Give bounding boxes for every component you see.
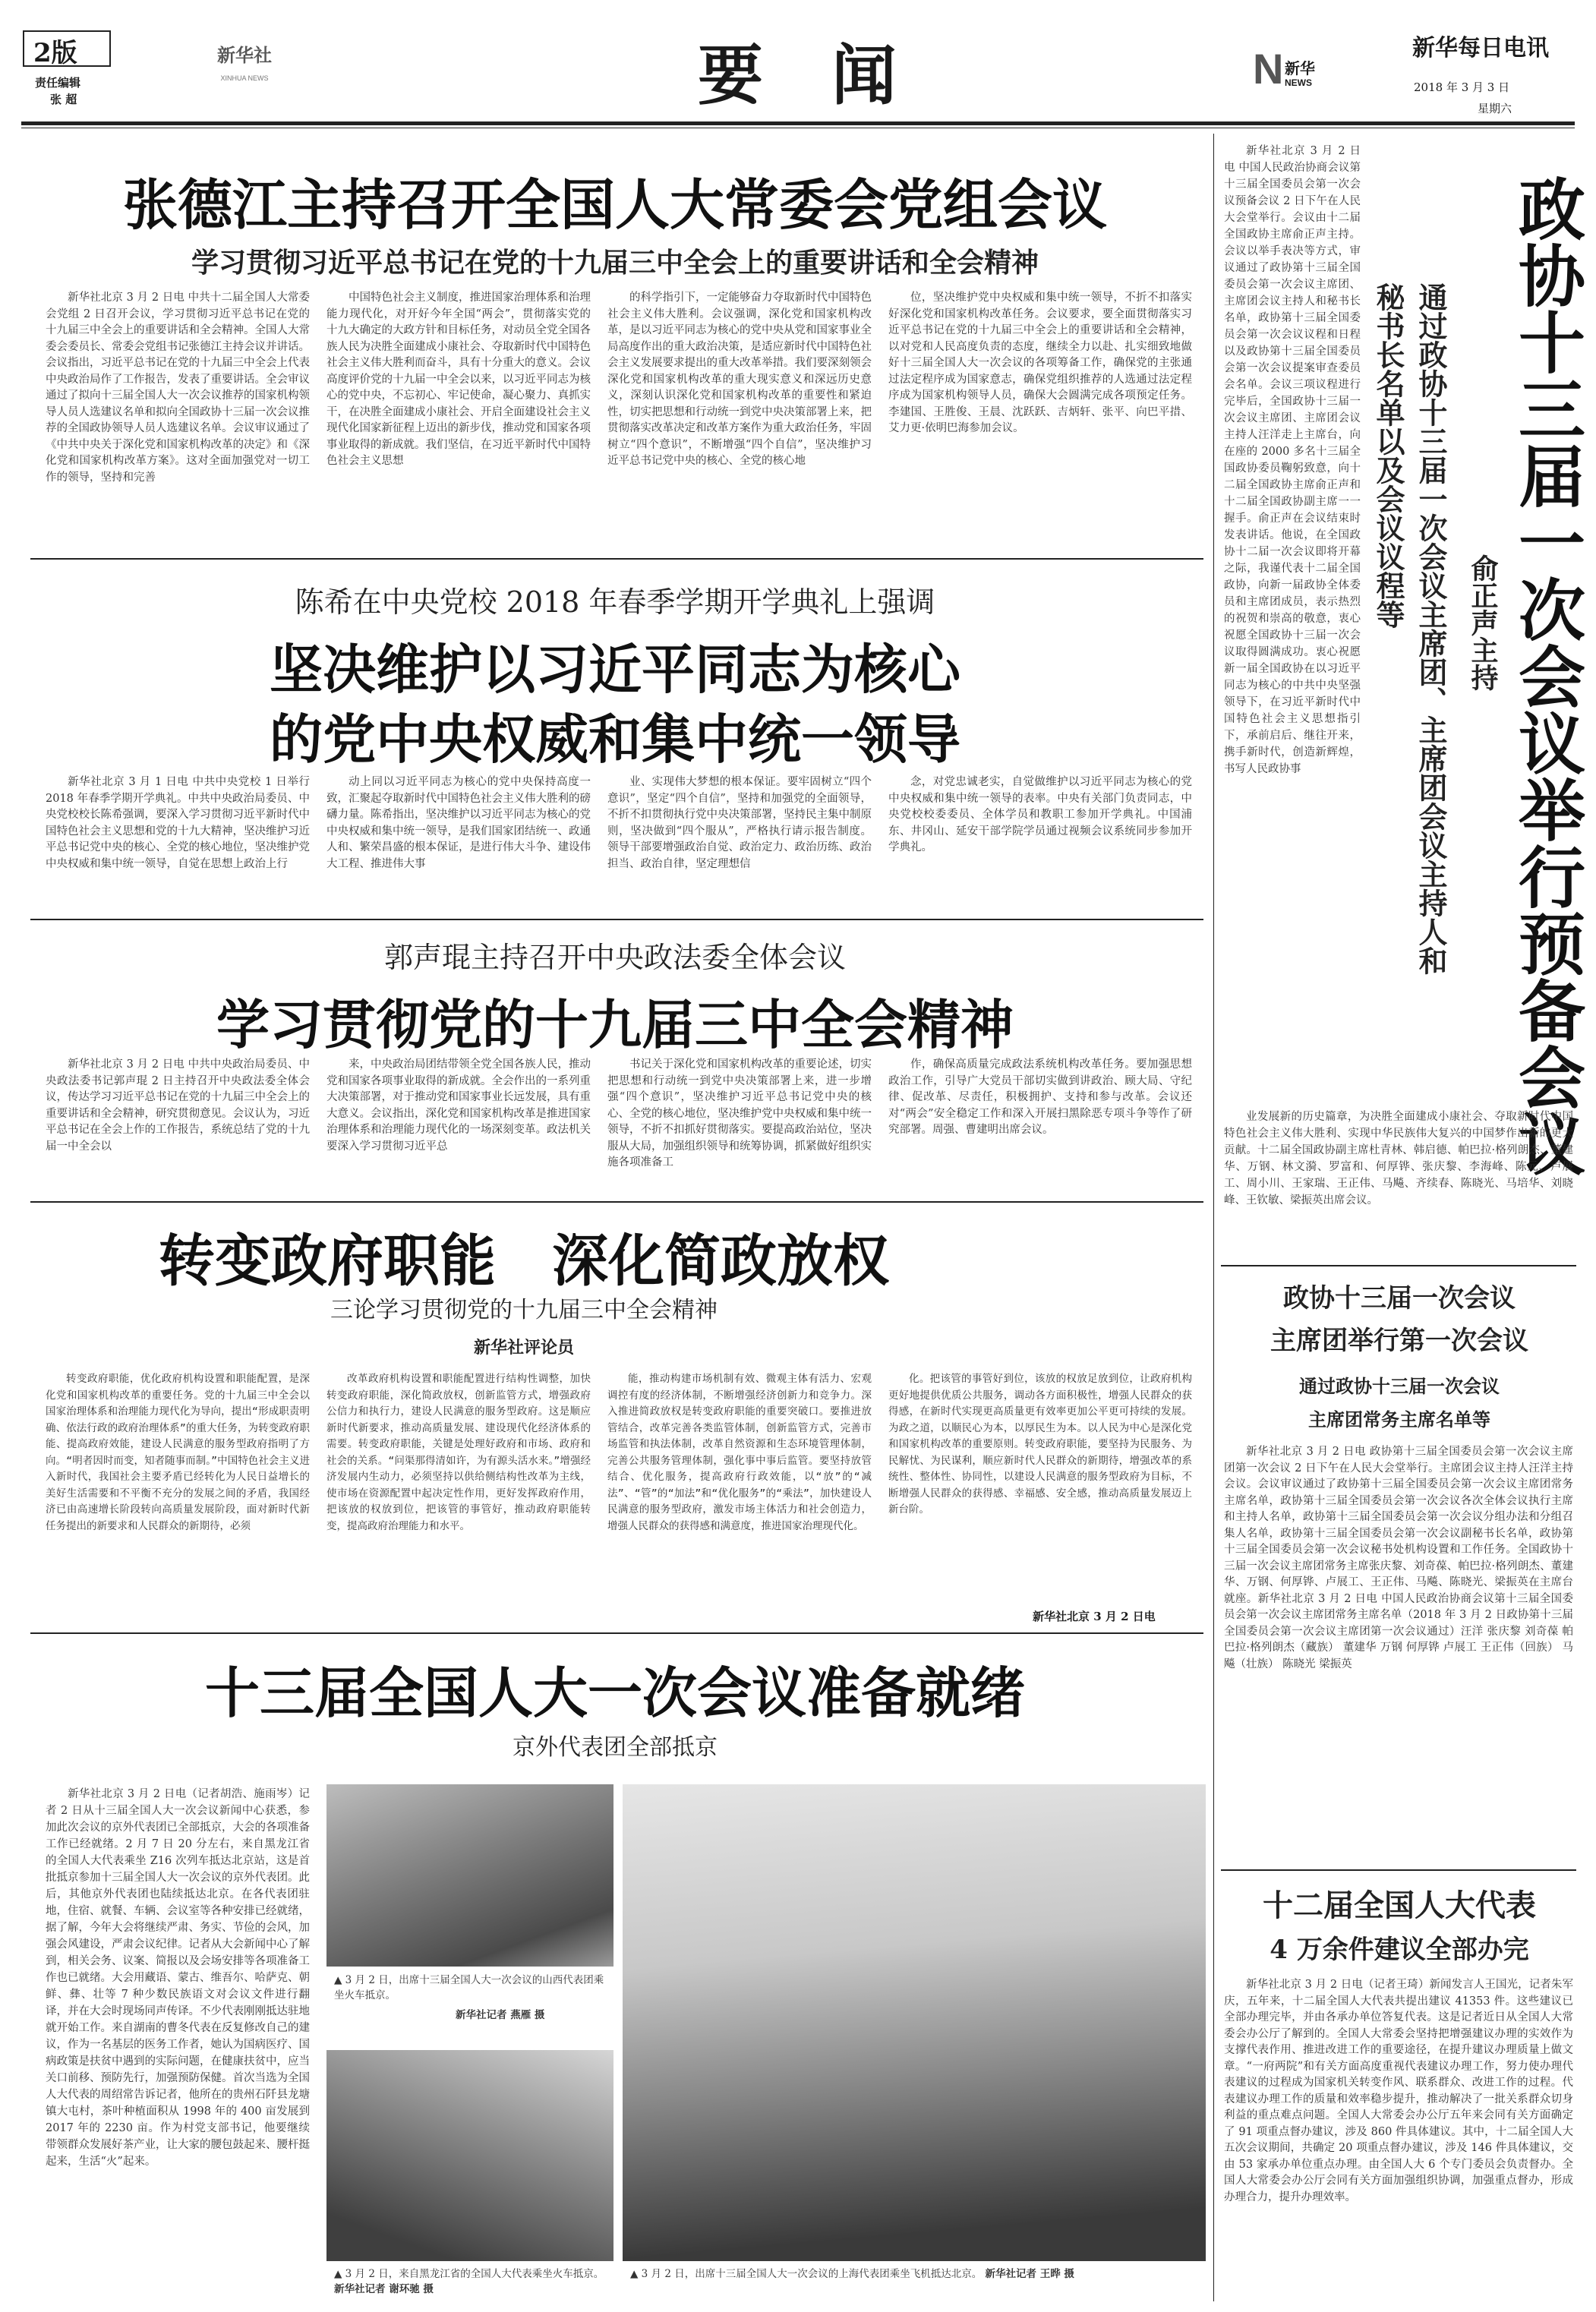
article6-deck: 通过政协十三届一次会议主席团、主席团会议主持人和秘书长名单以及会议议程等	[1371, 282, 1448, 975]
photo-shanxi-delegation	[326, 1784, 613, 1967]
xinhua-logo	[214, 36, 275, 97]
article7-sub-line2: 主席团常务主席名单等	[1308, 1408, 1490, 1430]
article6-wide-col: 业发展新的历史篇章，为决胜全面建成小康社会、夺取新时代中国特色社会主义伟大胜利、实现中华民族伟大复兴的中国梦作出新的更大贡献。十二届全国政协副主席杜青林、韩启德、帕巴拉·格列朗杰、董建华、万钢、林文漪、罗富和、何厚铧、张庆黎、李海峰、陈元、卢展工、周小川、王家瑞、王正伟、马飚、齐续春、陈晓光、马培华、刘晓峰、王钦敏、梁振英出席会议。	[1224, 1111, 1573, 1206]
article8-subtitle: 4 万余件建议全部办完	[1270, 1935, 1529, 1965]
photo3-caption-text: ▲ 3 月 2 日，出席十三届全国人大一次会议的上海代表团乘坐飞机抵达北京。	[630, 2268, 983, 2280]
article7-body: 新华社北京 3 月 2 日电 政协第十三届全国委员会第一次会议主席团第一次会议 2 日下午在人民大会堂举行。主席团会议主持人汪洋主持会议。会议审议通过了政协第十三届全国委员会第一次会议主席团常务主席名单，政协第十三届全国委员会第一次会议各次全体会议执行主席和主持人名单，政协第十三届全国委员会第一次会议分组办法和分组召集人名单，政协第十三届全国委员会第一次会议副秘书长名单，政协第十三届全国委员会第一次会议秘书处机构设置和工作任务。全国政协十三届一次会议主席团常务主席张庆黎、刘奇葆、帕巴拉·格列朗杰、董建华、万钢、何厚铧、卢展工、王正伟、马飚、陈晓光、梁振英在主席台就座。新华社北京 3 月 2 日电 中国人民政治协商会议第十三届全国委员会第一次会议主席团常务主席名单（2018 年 3 月 2 日政协第十三届全国委员会第一次会议主席团第一次会议通过）汪洋 张庆黎 刘奇葆 帕巴拉·格列朗杰（藏族） 董建华 万钢 何厚铧 卢展工 王正伟（回族） 马飚（壮族） 陈晓光 梁振英	[1224, 1446, 1573, 1670]
article3-col-1: 新华社北京 3 月 2 日电 中共中央政治局委员、中央政法委书记郭声琨 2 日主持召开中央政法委全体会议，传达学习习近平总书记在党的十九届三中全会上的重要讲话和全会精神，研究贯彻意见。会议认为，习近平总书记在全会上作的工作报告，系统总结了党的十九届一中全会以	[46, 1058, 310, 1153]
article4-subtitle: 三论学习贯彻党的十九届三中全会精神	[330, 1297, 718, 1323]
article3-title: 学习贯彻党的十九届三中全会精神	[216, 993, 1014, 1056]
article1-subtitle: 学习贯彻习近平总书记在党的十九届三中全会上的重要讲话和全会精神	[191, 247, 1039, 279]
article2-col-4: 念，对党忠诚老实，自觉做维护以习近平同志为核心的党中央权威和集中统一领导的表率。中央有关部门负责同志，中央党校校委委员、全体学员和教职工参加开学典礼。中国浦东、井冈山、延安干部学院学员通过视频会议系统同步参加开学典礼。	[888, 776, 1192, 853]
article3-col-4: 作，确保高质量完成政法系统机构改革任务。要加强思想政治工作，引导广大党员干部切实做到讲政治、顾大局、守纪律、促改革、尽责任，积极拥护、支持和参与改革。会议还对“两会”安全稳定工作和深入开展扫黑除恶专项斗争等作了研究部署。周强、曹建明出席会议。	[888, 1058, 1192, 1136]
photo-heilongjiang-delegate	[326, 2050, 613, 2261]
news-logo-subtext: NEWS	[1285, 77, 1312, 88]
article8-body: 新华社北京 3 月 2 日电（记者王琦）新闻发言人王国光，记者朱军庆，五年来，十二届全国人大代表共提出建议 41353 件。这些建议已全部办理完毕，并由各承办单位答复代表。这是记者近日从全国人大常委会办公厅了解到的。全国人大常委会坚持把增强建议办理的实效作为支撑代表作用、推进改进工作的重要途径，在提升建议办理质量上做文章。“一府两院”和有关方面高度重视代表建议办理工作，努力使办理代表建议的过程成为国家机关转变作风、联系群众、改进工作的过程。代表建议办理工作的质量和效率稳步提升，推动解决了一批关系群众切身利益的重点难点问题。全国人大常委会办公厅五年来会同有关方面确定了 91 项重点督办建议，涉及 860 件具体建议。其中，十二届全国人大五次会议期间，共确定 20 项重点督办建议，涉及 146 件具体建议，交由 53 家承办单位重点办理。由全国人大 6 个专门委员会负责督办。全国人大常委会办公厅会同有关方面加强组织协调，加强重点督办，形成办理合力，提升办理效率。	[1224, 1979, 1573, 2203]
editor-name: 张 超	[50, 93, 77, 106]
photo1-caption-text: ▲ 3 月 2 日，出席十三届全国人大一次会议的山西代表团乘坐火车抵京。	[334, 1974, 604, 2001]
article1-title: 张德江主持召开全国人大常委会党组会议	[122, 172, 1107, 237]
issue-date: 2018 年 3 月 3 日	[1414, 80, 1510, 94]
article5-subtitle: 京外代表团全部抵京	[513, 1734, 718, 1761]
news-logo-n-icon: N	[1253, 45, 1284, 93]
article2-bottom-rule	[30, 919, 1203, 920]
article5-body: 新华社北京 3 月 2 日电（记者胡浩、施雨岑）记者 2 日从十三届全国人大一次会议新闻中心获悉，参加此次会议的京外代表团已全部抵京，大会的各项准备工作已经就绪。2 月 7 日 20 分左右，来自黑龙江省的全国人大代表乘坐 Z16 次列车抵达北京站，这是首批抵京参加十三届全国人大一次会议的京外代表团。此后，其他京外代表团也陆续抵达北京。在各代表团驻地，住宿、就餐、车辆、会议室等各种安排已经就绪，据了解，今年大会将继续严肃、务实、节俭的会风，加强会风建设，严肃会议纪律。记者从大会新闻中心了解到，相关会务、议案、简报以及会场安排等各项准备工作也已就绪。大会用藏语、蒙古、维吾尔、哈萨克、朝鲜、彝、壮等 7 种少数民族语文对会议文件进行翻译，并在大会时现场同声传译。不少代表刚刚抵达驻地就开始工作。来自湖南的曹冬代表在反复修改自己的建议，作为一名基层的医务工作者，她认为国病医疗、国病政策是扶贫中遇到的实际问题，在健康扶贫中，应当关口前移、预防先行，加强预防保健。首次当选为全国人大代表的周绍常告诉记者，他所在的贵州石阡县龙塘镇大屯村，茶叶种植面积从 1998 年的 400 亩发展到 2017 年的 2230 亩。作为村党支部书记，他要继续带领群众发展好茶产业，让大家的腰包鼓起来、腰杆挺起来，生活“火”起来。	[46, 1788, 310, 2168]
article5-title: 十三届全国人大一次会议准备就绪	[204, 1661, 1025, 1725]
article1-col-2: 中国特色社会主义制度，推进国家治理体系和治理能力现代化，对开好今年全国“两会”，贯彻落实党的十九大确定的大政方针和目标任务，对动员全党全国各族人民为决胜全面建成小康社会、夺取新时代中国特色社会主义伟大胜利而奋斗，具有十分重大的意义。会议高度评价党的十九届一中全会以来，以习近平同志为核心的党中央，不忘初心、牢记使命，凝心聚力、真抓实干，在决胜全面建成小康社会、开启全面建设社会主义现代化国家新征程上迈出的新步伐，推动党和国家各项事业取得的新成就。我们坚信，在习近平新时代中国特色社会主义思想	[326, 292, 591, 467]
article4-byline: 新华社评论员	[473, 1338, 574, 1358]
article4-col-2: 改革政府机构设置和职能配置进行结构性调整，加快转变政府职能，深化简政放权，创新监管方式，增强政府公信力和执行力，建设人民满意的服务型政府。这是顺应新时代新要求，推动高质量发展、建设现代化经济体系的需要。转变政府职能，关键是处理好政府和市场、政府和社会的关系。“问渠那得清如许，为有源头活水来。”增强经济发展内生动力，必须坚持以供给侧结构性改革为主线，使市场在资源配置中起决定性作用，更好发挥政府作用，把该放的权放到位，把该管的事管好，推动政府职能转变，提高政府治理能力和水平。	[326, 1373, 591, 1532]
article3-kicker: 郭声琨主持召开中央政法委全体会议	[383, 941, 846, 974]
photo-shanghai-delegation	[623, 1784, 1206, 2261]
article2-kicker: 陈希在中央党校 2018 年春季学期开学典礼上强调	[295, 585, 935, 619]
photo2-credit: 新华社记者 谢环驰 摄	[334, 2283, 434, 2295]
article1-bottom-rule	[30, 558, 1203, 560]
photo1-caption	[334, 1973, 607, 2003]
article4-title: 转变政府职能 深化简政放权	[159, 1229, 889, 1294]
article2-title-line2: 的党中央权威和集中统一领导	[270, 708, 960, 771]
article3-col-3: 书记关于深化党和国家机构改革的重要论述，切实把思想和行动统一到党中央决策部署上来，进一步增强“四个意识”，坚决维护习近平总书记党中央的核心、全党的核心地位，坚决维护党中央权威和集中统一领导，不折不扣抓好贯彻落实。要提高政治站位，坚决服从大局，加强组织领导和统筹协调，抓紧做好组织实施各项准备工	[607, 1058, 872, 1169]
article2-col-2: 动上同以习近平同志为核心的党中央保持高度一致，汇聚起夺取新时代中国特色社会主义伟大胜利的磅礴力量。陈希指出，坚决维护以习近平同志为核心的党中央权威和集中统一领导，是我们国家团结统一、政通人和、繁荣昌盛的根本保证，是进行伟大斗争、建设伟大工程、推进伟大事	[326, 776, 591, 870]
article6-title: 政协十三届一次会议举行预备会议	[1508, 175, 1587, 1177]
article6-bottom-rule	[1221, 1265, 1576, 1266]
article8-title: 十二届全国人大代表	[1263, 1888, 1536, 1923]
article2-col-1: 新华社北京 3 月 1 日电 中共中央党校 1 日举行 2018 年春季学期开学典礼。中共中央政治局委员、中央党校校长陈希强调，要深入学习贯彻习近平新时代中国特色社会主义思想和党的十九大精神，坚决维护习近平总书记党中央的核心、全党的核心地位，坚决维护党中央权威和集中统一领导，自觉在思想上政治上行	[46, 776, 310, 870]
page-number: 2版	[33, 38, 77, 68]
article3-col-2: 来，中央政治局团结带领全党全国各族人民，推动党和国家各项事业取得的新成就。全会作出的一系列重大决策部署，对于推动党和国家事业长远发展，具有重大意义。会议指出，深化党和国家机构改革是推进国家治理体系和治理能力现代化的一场深刻变革。政法机关要深入学习贯彻习近平总	[326, 1058, 591, 1153]
photo3-credit: 新华社记者 王晔 摄	[985, 2268, 1074, 2280]
article1-col-1: 新华社北京 3 月 2 日电 中共十二届全国人大常委会党组 2 日召开会议，学习贯彻习近平总书记在党的十九届三中全会上的重要讲话和全会精神。全国人大常委会委员长、常委会党组书记张德江主持会议并讲话。会议指出，习近平总书记在党的十九届三中全会上代表中央政治局作了工作报告，发表了重要讲话。全会审议通过了拟向十三届全国人大一次会议推荐的国家机构领导人员人选建议名单和拟向全国政协十三届一次会议推荐的全国政协领导人员人选建议名单。会议审议通过了《中共中央关于深化党和国家机构改革的决定》和《深化党和国家机构改革方案》。这对全面加强党对一切工作的领导，坚持和完善	[46, 292, 310, 484]
article4-col-3: 能，推动构建市场机制有效、微观主体有活力、宏观调控有度的经济体制，不断增强经济创新力和竞争力。深入推进简政放权是转变政府职能的重要突破口。要推进放管结合，改革完善各类监管体制，创新监管方式，完善市场监管和执法体制，改革自然资源和生态环境管理体制，完善公共服务管理体制，强化事中事后监管。要坚持放管结合、优化服务，提高政府行政效能，以“放”的“减法”、“管”的“加法”和“优化服务”的“乘法”，加快建设人民满意的服务型政府，激发市场主体活力和社会创造力，增强人民群众的获得感和满意度，推进国家治理现代化。	[607, 1373, 872, 1532]
article7-title-line2: 主席团举行第一次会议	[1270, 1326, 1528, 1356]
article7-title-line1: 政协十三届一次会议	[1283, 1283, 1516, 1314]
article7-bottom-rule	[1221, 1869, 1576, 1871]
photo1-credit: 新华社记者 燕雁 摄	[456, 2009, 545, 2021]
right-column-divider	[1213, 134, 1214, 2301]
paper-name: 新华每日电讯	[1412, 35, 1549, 62]
article4-dateline: 新华社北京 3 月 2 日电	[1033, 1610, 1156, 1623]
article4-bottom-rule	[30, 1632, 1203, 1634]
article6-presider: 俞正声主持	[1467, 554, 1499, 691]
article2-col-3: 业、实现伟大梦想的根本保证。要牢固树立“四个意识”，坚定“四个自信”，坚持和加强党的全面领导，不折不扣贯彻执行党中央决策部署，坚持民主集中制原则，坚决做到“四个服从”，严格执行请示报告制度。领导干部要增强政治自觉、政治定力、政治历练、政治担当、政治自律，坚定理想信	[607, 776, 872, 870]
news-logo	[1253, 44, 1336, 97]
editor-label: 责任编辑	[35, 76, 81, 90]
xinhua-logo-text: 新华社	[217, 44, 272, 66]
article4-col-1: 转变政府职能，优化政府机构设置和职能配置，是深化党和国家机构改革的重要任务。党的十九届三中全会以国家治理体系和治理能力现代化为导向，提出“形成职责明确、依法行政的政府治理体系”的重大任务，为转变政府职能、提高政府效能，建设人民满意的服务型政府指明了方向。“明者因时而变，知者随事而制。”中国特色社会主义进入新时代，我国社会主要矛盾已经转化为人民日益增长的美好生活需要和不平衡不充分的发展之间的矛盾，我国经济已由高速增长阶段转向高质量发展阶段，面对新时代新任务提出的新要求和人民群众的新期待，必须	[46, 1373, 310, 1532]
article7-sub-line1: 通过政协十三届一次会议	[1299, 1375, 1500, 1397]
photo2-caption-text: ▲ 3 月 2 日，来自黑龙江省的全国人大代表乘坐火车抵京。	[334, 2268, 604, 2280]
issue-weekday: 星期六	[1478, 102, 1512, 115]
section-title: 要 闻	[698, 37, 919, 114]
photo2-caption	[334, 2266, 607, 2297]
photo3-caption	[630, 2266, 1192, 2282]
masthead-rule	[21, 121, 1575, 125]
article4-col-4: 化。把该管的事管好到位，该放的权放足放到位，让政府机构更好地提供优质公共服务，调动各方面积极性，增强人民群众的获得感，在新时代实现更高质量更有效率更加公平更可持续的发展。为政之道，以顺民心为本，以厚民生为本。以人民为中心是深化党和国家机构改革的重要原则。转变政府职能，要坚持为民服务、为民解忧、为民谋利，顺应新时代人民群众的新期待，增强改革的系统性、整体性、协同性，以建设人民满意的服务型政府为目标，不断增强人民群众的获得感、幸福感、安全感，推动高质量发展迈上新台阶。	[888, 1373, 1192, 1516]
article3-bottom-rule	[30, 1201, 1203, 1203]
article6-narrow-col: 新华社北京 3 月 2 日电 中国人民政治协商会议第十三届全国委员会第一次会议预备会议 2 日下午在人民大会堂举行。会议由十二届全国政协主席俞正声主持。会议以举手表决等方式，审议通过了政协第十三届全国委员会第一次会议主席团、主席团会议主持人和秘书长名单，政协第十三届全国委员会第一次会议议程和日程以及政协第十三届全国委员会第一次会议提案审查委员会名单。会议三项议程进行完毕后，全国政协十三届一次会议主席团、主席团会议主持人汪洋走上主席台，向在座的 2000 多名十三届全国政协委员鞠躬致意，向十二届全国政协主席俞正声和十二届全国政协副主席一一握手。俞正声在会议结束时发表讲话。他说，在全国政协十二届一次会议即将开幕之际，我谨代表十二届全国政协，向新一届政协全体委员和主席团成员，表示热烈的祝贺和崇高的敬意，衷心祝愿全国政协十三届一次会议取得圆满成功。衷心祝愿新一届全国政协在以习近平同志为核心的中共中央坚强领导下，在习近平新时代中国特色社会主义思想指引下，承前启后、继往开来，携手新时代，创造新辉煌，书写人民政协事	[1224, 145, 1361, 775]
news-logo-text: 新华	[1285, 59, 1315, 77]
article1-col-4: 位，坚决维护党中央权威和集中统一领导，不折不扣落实好深化党和国家机构改革任务。会议要求，要全面贯彻落实习近平总书记在党的十九届三中全会上的重要讲话和全会精神，以对党和人民高度负责的态度，继续全力以赴、扎实细致地做好十三届全国人大一次会议的各项筹备工作，确保党的主张通过法定程序成为国家意志，确保党组织推荐的人选通过法定程序成为国家机构领导人员，确保大会圆满完成各项预定任务。李建国、王胜俊、王晨、沈跃跃、吉炳轩、张平、向巴平措、艾力更·依明巴海参加会议。	[888, 292, 1192, 434]
article1-col-3: 的科学指引下，一定能够奋力夺取新时代中国特色社会主义伟大胜利。会议强调，深化党和国家机构改革，是以习近平同志为核心的党中央从党和国家事业全局高度作出的重大政治决策，是适应新时代中国特色社会主义发展要求提出的重大改革举措。我们要深刻领会深化党和国家机构改革的重大现实意义和深远历史意义，深刻认识深化党和国家机构改革的重要性和紧迫性，切实把思想和行动统一到党中央决策部署上来，把贯彻落实改革决定和改革方案作为重大政治任务，牢固树立“四个意识”，不断增强“四个自信”，坚决维护习近平总书记党中央的核心、全党的核心地	[607, 292, 872, 467]
xinhua-logo-subtext: XINHUA NEWS	[220, 74, 269, 82]
article2-title-line1: 坚决维护以习近平同志为核心	[270, 638, 960, 701]
